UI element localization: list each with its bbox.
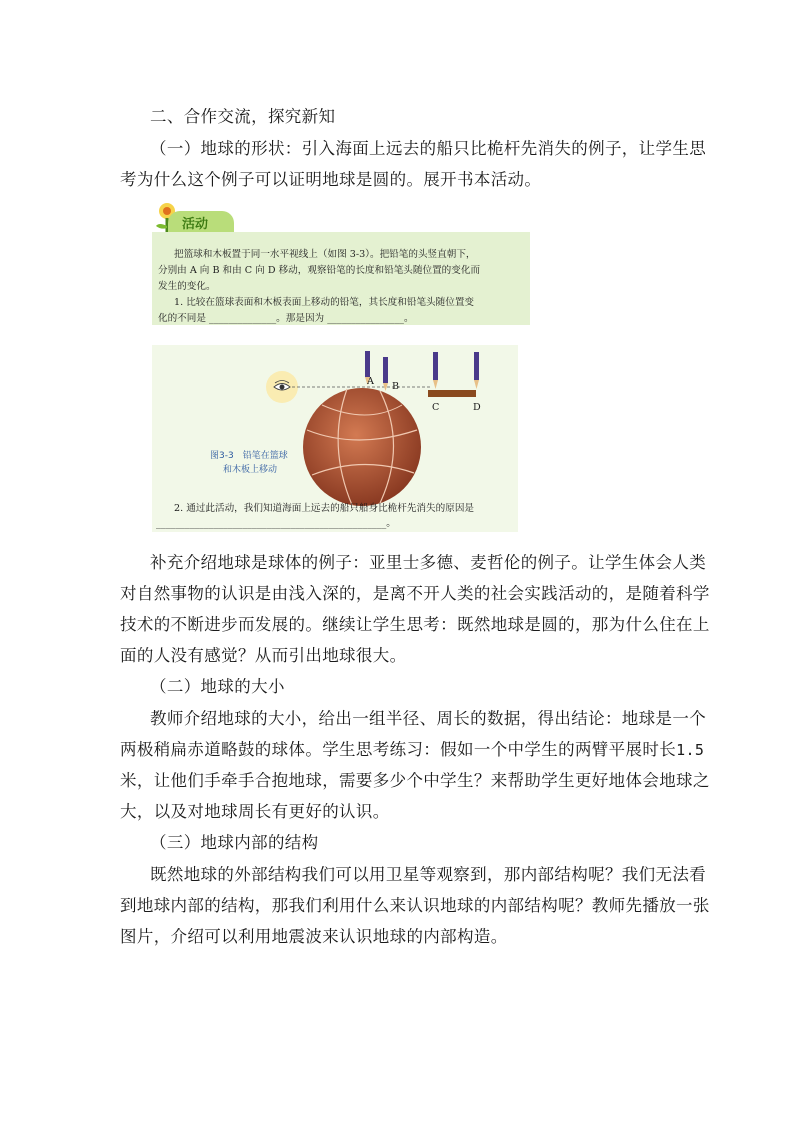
label-b: B <box>392 381 400 392</box>
activity-line: 把篮球和木板置于同一水平视线上（如图 3-3）。把铅笔的头竖直朝下， <box>174 249 476 260</box>
paragraph-line: 米，让他们手牵手合抱地球，需要多少个中学生？来帮助学生更好地体会地球之 <box>120 771 710 790</box>
section-heading-structure: （三）地球内部的结构 <box>150 833 319 852</box>
label-a: A <box>367 376 374 387</box>
paragraph-line: 教师介绍地球的大小，给出一组半径、周长的数据，得出结论：地球是一个 <box>150 709 707 728</box>
section-heading-size: （二）地球的大小 <box>150 677 285 696</box>
pencil-b <box>383 357 388 391</box>
activity-box <box>152 232 530 325</box>
number-text: 1.5 <box>676 741 705 759</box>
figure-pencil-ball <box>152 345 518 532</box>
activity-line: 化的不同是 ______________。那是因为 ________________。 <box>158 313 414 324</box>
activity-line: 发生的变化。 <box>158 281 216 292</box>
section-heading-cooperation: 二、合作交流，探究新知 <box>150 107 336 126</box>
figure-caption: 图3-3 铅笔在篮球 <box>210 451 288 461</box>
activity-line: 分别由 A 向 B 和由 C 向 D 移动，观察铅笔的长度和铅笔头随位置的变化而 <box>158 265 481 276</box>
paragraph-line <box>120 736 704 760</box>
paragraph-line: 既然地球的外部结构我们可以用卫星等观察到，那内部结构呢？我们无法看 <box>150 865 707 884</box>
figure-question-blank: ________________________________________________。 <box>156 518 396 529</box>
figure-question: 2. 通过此活动，我们知道海面上远去的船只船身比桅杆先消失的原因是 <box>174 503 475 514</box>
figure-caption: 和木板上移动 <box>223 465 278 475</box>
activity-title-tab <box>168 211 234 233</box>
paragraph-line: 技术的不断进步而发展的。继续让学生思考：既然地球是圆的，那为什么住在上 <box>120 615 710 634</box>
paragraph-line: 对自然事物的认识是由浅入深的，是离不开人类的社会实践活动的，是随着科学 <box>120 584 710 603</box>
activity-title: 活动 <box>182 217 209 232</box>
paragraph-line: 图片，介绍可以利用地震波来认识地球的内部构造。 <box>120 927 508 946</box>
paragraph-line: 大，以及对地球周长有更好的认识。 <box>120 802 390 821</box>
paragraph-text: 两极稍扁赤道略鼓的球体。学生思考练习：假如一个中学生的两臂平展时长 <box>120 740 677 759</box>
label-c: C <box>432 402 440 413</box>
label-d: D <box>473 402 481 413</box>
paragraph-line: 补充介绍地球是球体的例子：亚里士多德、麦哲伦的例子。让学生体会人类 <box>150 553 707 572</box>
paragraph-line: 面的人没有感觉？从而引出地球很大。 <box>120 646 407 665</box>
pencil-c <box>433 352 438 389</box>
paragraph-line: 考为什么这个例子可以证明地球是圆的。展开书本活动。 <box>120 170 542 189</box>
paragraph-line: （一）地球的形状：引入海面上远去的船只比桅杆先消失的例子，让学生思 <box>150 139 707 158</box>
paragraph-line: 到地球内部的结构，那我们利用什么来认识地球的内部结构呢？教师先播放一张 <box>120 896 710 915</box>
activity-line: 1. 比较在篮球表面和木板表面上移动的铅笔，其长度和铅笔头随位置变 <box>174 297 475 308</box>
pencil-d <box>474 352 479 389</box>
